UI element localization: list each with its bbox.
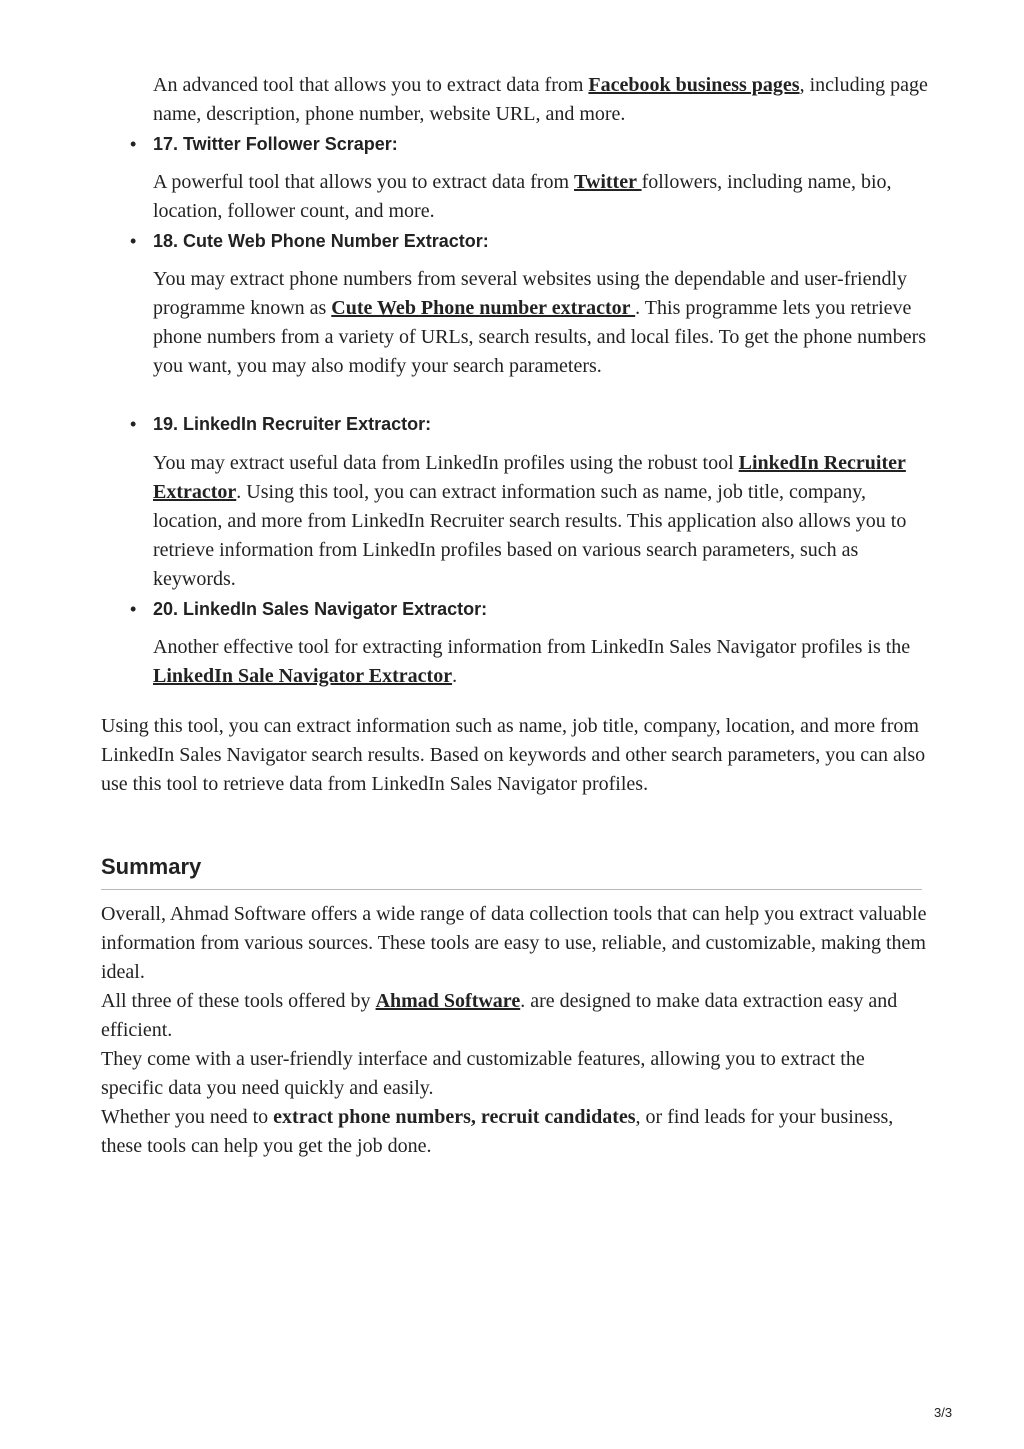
list-item-heading [130, 230, 489, 252]
linkedin-recruiter-extractor-link[interactable]: LinkedIn Recruiter Extractor [153, 452, 906, 503]
text: . [452, 665, 458, 687]
text: Another effective tool for extracting information from LinkedIn Sales Navigator profiles is the [153, 636, 911, 658]
text: , including page name, description, phone number, website URL, and more. [153, 74, 928, 125]
twitter-link[interactable]: Twitter [574, 171, 642, 193]
list-item-heading [130, 413, 431, 435]
facebook-business-pages-link[interactable]: Facebook business pages [588, 74, 800, 96]
text: . are designed to make data extraction easy and efficient. [101, 990, 898, 1041]
text: Whether you need to [101, 1106, 274, 1128]
page-number: 3/3 [934, 1405, 953, 1420]
cute-web-phone-extractor-link[interactable]: Cute Web Phone number extractor [331, 297, 636, 319]
bullet: • [130, 599, 137, 619]
list-item-description [153, 633, 928, 691]
list-item-description [153, 265, 928, 381]
ahmad-software-link[interactable]: Ahmad Software [375, 990, 521, 1012]
section-divider [101, 889, 922, 890]
text: followers, including name, bio, location, follower count, and more. [153, 171, 892, 222]
body-paragraph: Using this tool, you can extract information such as name, job title, company, location, and more from LinkedIn Sales Navigator search results. Based on keywords and other search parameters, you can also use this tool to retrieve data from LinkedIn Sales Navigator profiles. [101, 715, 926, 795]
summary-paragraph: They come with a user-friendly interface and customizable features, allowing you to extract the specific data you need quickly and easily. [101, 1048, 865, 1099]
item-heading-text: 20. LinkedIn Sales Navigator Extractor: [153, 599, 488, 619]
bold-text: extract phone numbers, recruit candidates [273, 1106, 636, 1128]
item-heading-text: 19. LinkedIn Recruiter Extractor: [153, 414, 432, 434]
summary-paragraph: Overall, Ahmad Software offers a wide range of data collection tools that can help you extract valuable information from various sources. These tools are easy to use, reliable, and customizable, making them ideal. [101, 903, 927, 983]
text: All three of these tools offered by [101, 990, 376, 1012]
list-item-description [153, 449, 928, 594]
summary-paragraph [101, 987, 931, 1045]
text: . This programme lets you retrieve phone numbers from a variety of URLs, search results, and local files. To get the phone numbers you want, you may also modify your search parameters. [153, 297, 927, 377]
section-heading: Summary [101, 854, 202, 879]
text: . Using this tool, you can extract information such as name, job title, company, location, and more from LinkedIn Recruiter search results. This application also allows you to retrieve information from LinkedIn profiles based on various search parameters, such as keywords. [153, 481, 907, 590]
list-item-heading [130, 133, 398, 155]
text: A powerful tool that allows you to extract data from [153, 171, 575, 193]
text: An advanced tool that allows you to extract data from [153, 74, 589, 96]
text: , or find leads for your business, these tools can help you get the job done. [101, 1106, 894, 1157]
linkedin-sales-navigator-extractor-link[interactable]: LinkedIn Sale Navigator Extractor [153, 665, 453, 687]
bullet: • [130, 134, 137, 154]
item-heading-text: 17. Twitter Follower Scraper: [153, 134, 398, 154]
list-item-description [153, 168, 928, 226]
facebook-item-description [153, 71, 928, 129]
summary-paragraph [101, 1103, 931, 1161]
bullet: • [130, 231, 137, 251]
bullet: • [130, 414, 137, 434]
summary-body [101, 900, 931, 1161]
text: You may extract useful data from LinkedIn profiles using the robust tool [153, 452, 739, 474]
item-heading-text: 18. Cute Web Phone Number Extractor: [153, 231, 489, 251]
text: You may extract phone numbers from several websites using the dependable and user-friendly programme known as [153, 268, 908, 319]
list-item-heading [130, 598, 487, 620]
